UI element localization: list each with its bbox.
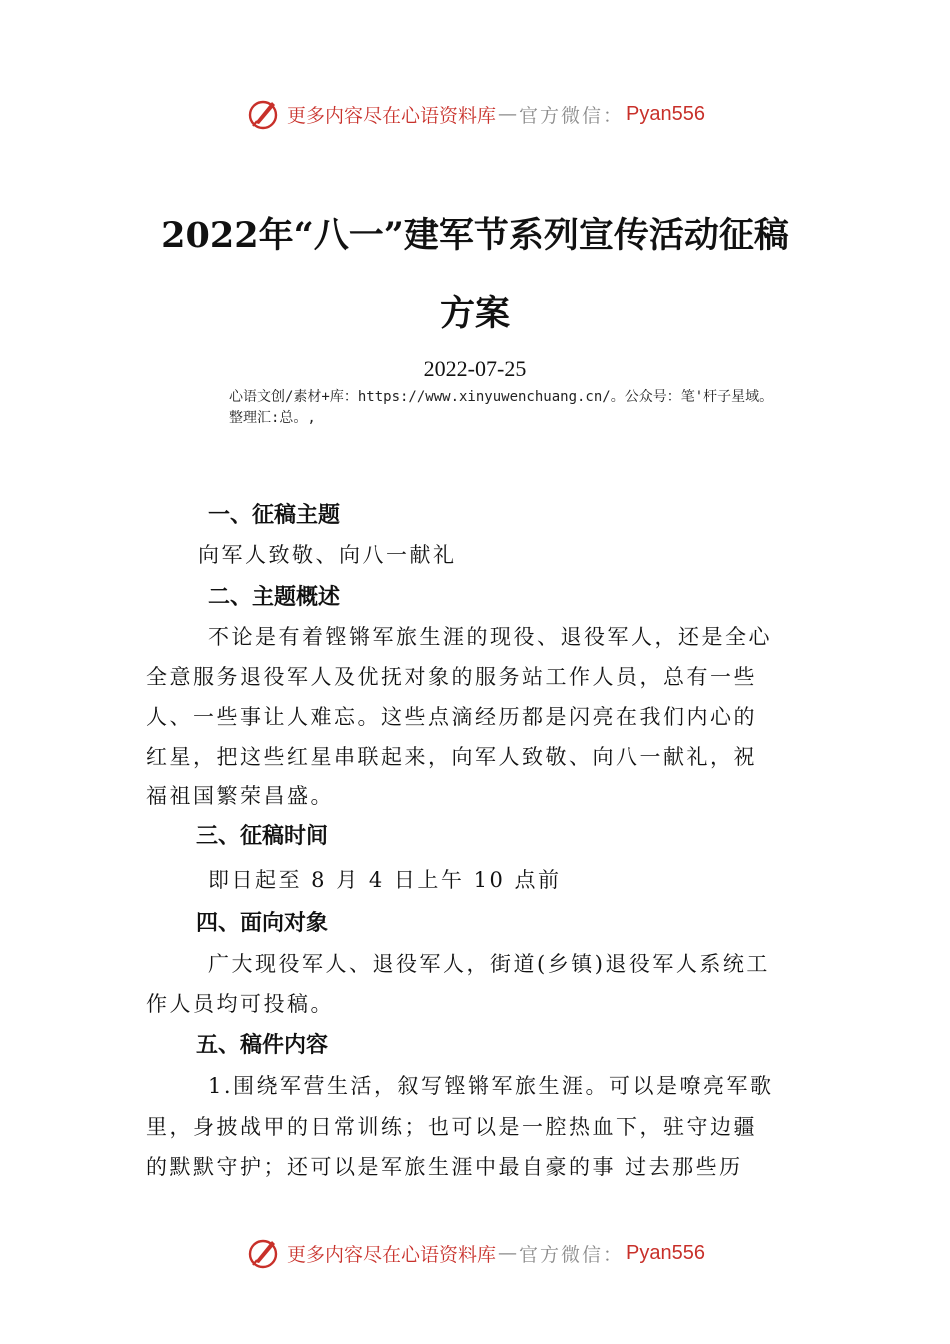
paragraph-line: 广大现役军人、退役军人，街道(乡镇)退役军人系统工 xyxy=(208,952,770,976)
paragraph-line: 1.围绕军营生活，叙写铿锵军旅生涯。可以是嘹亮军歌 xyxy=(208,1074,774,1098)
paragraph-line: 的默默守护；还可以是军旅生涯中最自豪的事 过去那些历 xyxy=(146,1155,743,1179)
paragraph-line: 向军人致敬、向八一献礼 xyxy=(198,543,457,567)
section-heading-content: 五、稿件内容 xyxy=(196,1033,329,1058)
quill-circle-logo-icon xyxy=(245,96,281,132)
paragraph-line: 不论是有着铿锵军旅生涯的现役、退役军人，还是全心 xyxy=(208,625,772,649)
watermark-site-text: 更多内容尽在心语资料库 xyxy=(287,104,497,127)
paragraph-line: 人、一些事让人难忘。这些点滴经历都是闪亮在我们内心的 xyxy=(146,705,757,729)
paragraph-line: 里，身披战甲的日常训练；也可以是一腔热血下，驻守边疆 xyxy=(146,1115,757,1139)
paragraph-line: 即日起至 8 月 4 日上午 10 点前 xyxy=(208,868,562,892)
document-title-line1: 2022年“八一”建军节系列宣传活动征稿 xyxy=(161,215,789,256)
watermark-wechat-label: 官方微信： xyxy=(519,104,625,127)
footer-watermark xyxy=(0,1231,950,1275)
watermark-wechat-id: Pyan556 xyxy=(626,102,705,125)
paragraph-line: 作人员均可投稿。 xyxy=(146,992,334,1016)
paragraph-line: 红星，把这些红星串联起来，向军人致敬、向八一献礼，祝 xyxy=(146,745,757,769)
section-heading-theme: 一、征稿主题 xyxy=(208,503,341,528)
source-note-line1: 心语文创/素材+库：https://www.xinyuwenchuang.cn/。公众号：笔'杆子星域。 xyxy=(229,389,774,405)
section-heading-audience: 四、面向对象 xyxy=(196,911,329,936)
watermark-wechat-id: Pyan556 xyxy=(626,1241,705,1264)
watermark-dash: — xyxy=(498,103,518,125)
watermark-dash: — xyxy=(498,1242,518,1264)
document-title-line2: 方案 xyxy=(439,293,510,334)
header-watermark xyxy=(0,92,950,136)
watermark-site-text: 更多内容尽在心语资料库 xyxy=(287,1243,497,1266)
watermark-wechat-label: 官方微信： xyxy=(519,1243,625,1266)
document-date: 2022-07-25 xyxy=(423,356,527,381)
section-heading-time: 三、征稿时间 xyxy=(196,824,329,849)
paragraph-line: 福祖国繁荣昌盛。 xyxy=(146,784,334,808)
quill-circle-logo-icon xyxy=(245,1235,281,1271)
paragraph-line: 全意服务退役军人及优抚对象的服务站工作人员，总有一些 xyxy=(146,665,757,689)
section-heading-overview: 二、主题概述 xyxy=(208,585,341,610)
source-note-line2: 整理汇:总。, xyxy=(229,410,316,426)
